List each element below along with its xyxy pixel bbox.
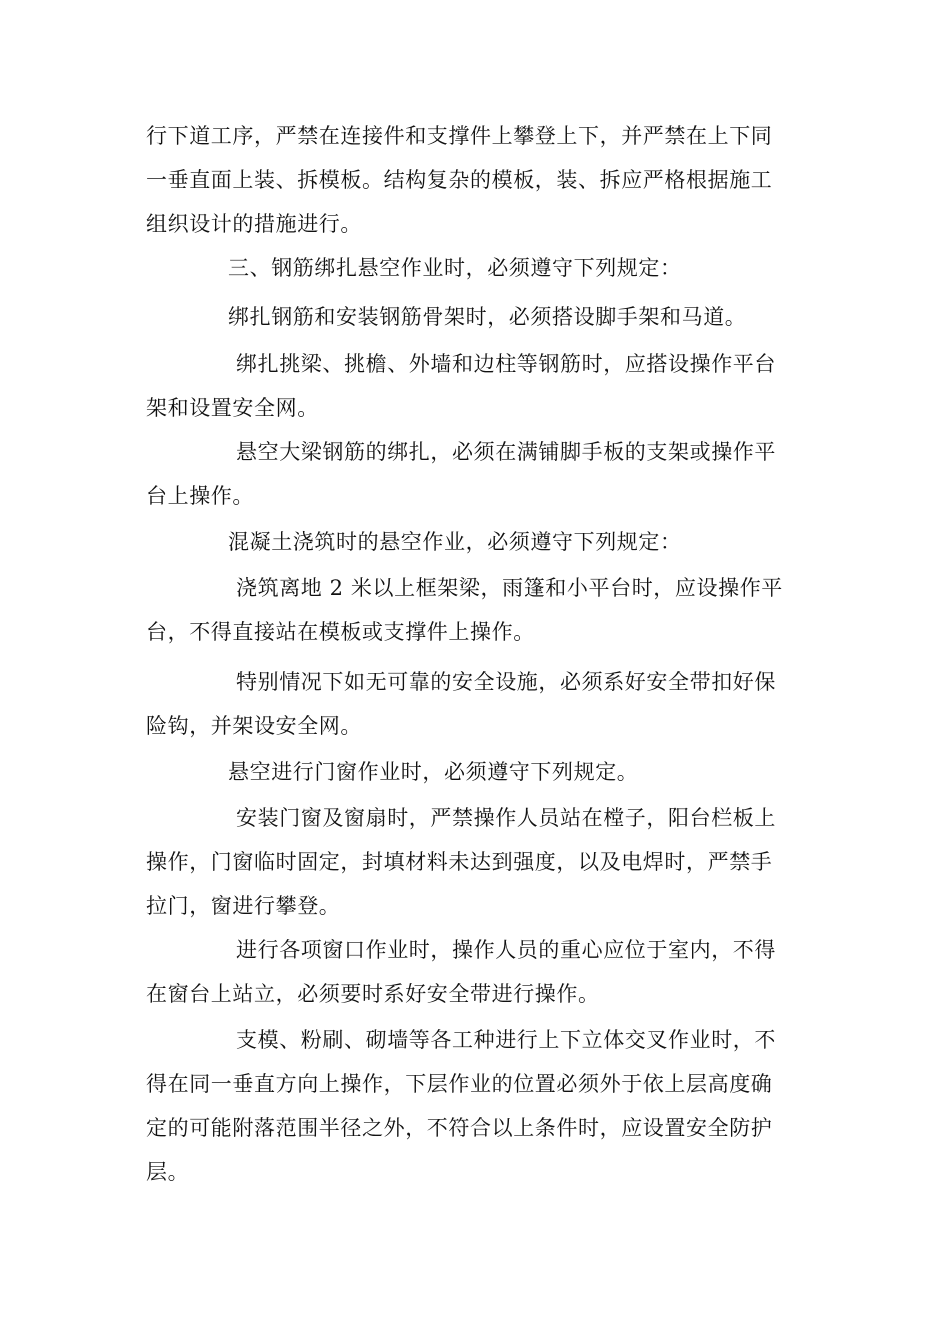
text-line: 支模、粉刷、砌墙等各工种进行上下立体交叉作业时，不 — [236, 1028, 776, 1052]
paragraph-9 — [146, 750, 810, 794]
text-line: 特别情况下如无可靠的安全设施，必须系好安全带扣好保 — [236, 670, 776, 694]
text-line: 台上操作。 — [146, 484, 254, 508]
paragraph-12 — [146, 1018, 810, 1194]
text-line: 进行各项窗口作业时，操作人员的重心应位于室内，不得 — [236, 938, 776, 962]
text-line: 组织设计的措施进行。 — [146, 212, 362, 236]
text-line: 险钩，并架设安全网。 — [146, 714, 362, 738]
text-line: 绑扎钢筋和安装钢筋骨架时，必须搭设脚手架和马道。 — [228, 305, 747, 329]
text-line: 在窗台上站立，必须要时系好安全带进行操作。 — [146, 982, 600, 1006]
text-line: 定的可能附落范围半径之外，不符合以上条件时，应设置安全防护 — [146, 1116, 773, 1140]
text-line: 混凝土浇筑时的悬空作业，必须遵守下列规定： — [228, 530, 682, 554]
text-line: 台，不得直接站在模板或支撑件上操作。 — [146, 620, 535, 644]
text-line: 悬空进行门窗作业时，必须遵守下列规定。 — [228, 760, 639, 784]
text-line: 层。 — [146, 1160, 190, 1184]
text-line: 一垂直面上装、拆模板。结构复杂的模板，装、拆应严格根据施工 — [146, 168, 773, 192]
paragraph-4 — [146, 342, 810, 430]
paragraph-5 — [146, 430, 810, 518]
paragraph-3 — [146, 295, 810, 339]
paragraph-10 — [146, 796, 810, 928]
text-line: 行下道工序，严禁在连接件和支撑件上攀登上下，并严禁在上下同 — [146, 124, 773, 148]
text-line: 三、钢筋绑扎悬空作业时，必须遵守下列规定： — [228, 256, 682, 280]
paragraph-7 — [146, 566, 810, 654]
text-line: 拉门，窗进行攀登。 — [146, 894, 341, 918]
paragraph-2 — [146, 246, 810, 290]
paragraph-11 — [146, 928, 810, 1016]
paragraph-6 — [146, 520, 810, 564]
text-line: 得在同一垂直方向上操作，下层作业的位置必须外于依上层高度确 — [146, 1072, 773, 1096]
text-line: 浇筑离地 2 米以上框架梁，雨篷和小平台时，应设操作平 — [236, 576, 783, 600]
text-line: 悬空大梁钢筋的绑扎，必须在满铺脚手板的支架或操作平 — [236, 440, 776, 464]
paragraph-8 — [146, 660, 810, 748]
text-line: 安装门窗及窗扇时，严禁操作人员站在樘子，阳台栏板上 — [236, 806, 776, 830]
text-line: 架和设置安全网。 — [146, 396, 319, 420]
text-line: 操作，门窗临时固定，封填材料未达到强度，以及电焊时，严禁手 — [146, 850, 773, 874]
paragraph-1 — [146, 114, 810, 246]
text-line: 绑扎挑梁、挑檐、外墙和边柱等钢筋时，应搭设操作平台 — [236, 352, 776, 376]
